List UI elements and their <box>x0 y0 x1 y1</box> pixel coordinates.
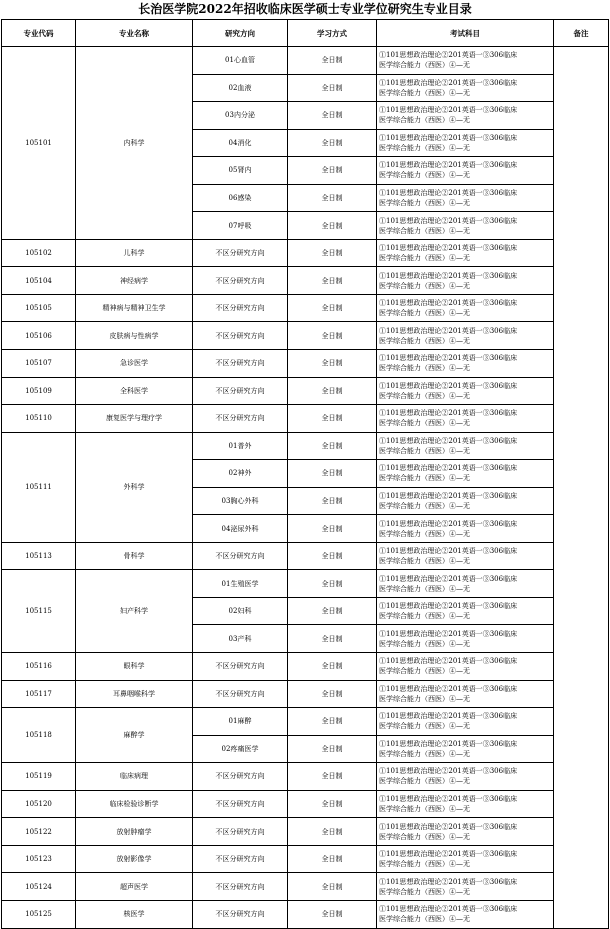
table-row <box>2 845 609 873</box>
major-name: 全科医学 <box>76 377 193 405</box>
table-row <box>2 818 609 846</box>
exam-line-2: 医学综合能力（西医）④—无 <box>379 336 470 345</box>
exam-line-2: 医学综合能力（西医）④—无 <box>379 281 470 290</box>
major-name: 急诊医学 <box>76 350 193 378</box>
exam-line-1: ①101思想政治理论②201英语一③306临床 <box>379 216 518 225</box>
exam-line-2: 医学综合能力（西医）④—无 <box>379 446 470 455</box>
exam-line-2: 医学综合能力（西医）④—无 <box>379 529 470 538</box>
exam-line-1: ①101思想政治理论②201英语一③306临床 <box>379 299 518 308</box>
research-direction: 不区分研究方向 <box>193 790 288 818</box>
research-direction: 01生殖医学 <box>193 570 288 598</box>
exam-line-1: ①101思想政治理论②201英语一③306临床 <box>379 822 518 831</box>
header-direction: 研究方向 <box>193 20 288 47</box>
research-direction: 01麻醉 <box>193 708 288 736</box>
research-direction: 03内分泌 <box>193 102 288 130</box>
major-name: 临床病理 <box>76 763 193 791</box>
study-mode: 全日制 <box>288 845 377 873</box>
study-mode: 全日制 <box>288 570 377 598</box>
study-mode: 全日制 <box>288 625 377 653</box>
exam-subjects <box>377 47 554 75</box>
exam-subjects <box>377 74 554 102</box>
study-mode: 全日制 <box>288 487 377 515</box>
research-direction: 不区分研究方向 <box>193 239 288 267</box>
exam-subjects <box>377 790 554 818</box>
exam-line-1: ①101思想政治理论②201英语一③306临床 <box>379 657 518 666</box>
exam-subjects <box>377 818 554 846</box>
research-direction: 03胸心外科 <box>193 487 288 515</box>
exam-line-1: ①101思想政治理论②201英语一③306临床 <box>379 464 518 473</box>
table-row <box>2 900 609 928</box>
page-title: 长治医学院2022年招收临床医学硕士专业学位研究生专业目录 <box>138 2 472 16</box>
exam-line-1: ①101思想政治理论②201英语一③306临床 <box>379 547 518 556</box>
major-name: 儿科学 <box>76 239 193 267</box>
study-mode: 全日制 <box>288 184 377 212</box>
major-name: 康复医学与理疗学 <box>76 405 193 433</box>
exam-line-2: 医学综合能力（西医）④—无 <box>379 419 470 428</box>
study-mode: 全日制 <box>288 597 377 625</box>
exam-line-1: ①101思想政治理论②201英语一③306临床 <box>379 106 518 115</box>
exam-line-1: ①101思想政治理论②201英语一③306临床 <box>379 133 518 142</box>
study-mode: 全日制 <box>288 653 377 681</box>
table-row <box>2 570 609 598</box>
exam-subjects <box>377 515 554 543</box>
major-name: 内科学 <box>76 47 193 240</box>
major-name: 临床检验诊断学 <box>76 790 193 818</box>
major-name: 骨科学 <box>76 542 193 570</box>
exam-line-1: ①101思想政治理论②201英语一③306临床 <box>379 78 518 87</box>
major-code: 105105 <box>2 294 76 322</box>
exam-line-1: ①101思想政治理论②201英语一③306临床 <box>379 51 518 60</box>
exam-subjects <box>377 735 554 763</box>
study-mode: 全日制 <box>288 212 377 240</box>
study-mode: 全日制 <box>288 790 377 818</box>
exam-line-2: 医学综合能力（西医）④—无 <box>379 694 470 703</box>
exam-line-2: 医学综合能力（西医）④—无 <box>379 749 470 758</box>
exam-line-2: 医学综合能力（西医）④—无 <box>379 309 470 318</box>
research-direction: 03产科 <box>193 625 288 653</box>
exam-subjects <box>377 708 554 736</box>
exam-line-1: ①101思想政治理论②201英语一③306临床 <box>379 629 518 638</box>
research-direction: 不区分研究方向 <box>193 845 288 873</box>
exam-subjects <box>377 487 554 515</box>
header-note: 备注 <box>554 20 609 47</box>
major-code: 105106 <box>2 322 76 350</box>
major-code: 105118 <box>2 708 76 763</box>
exam-line-1: ①101思想政治理论②201英语一③306临床 <box>379 739 518 748</box>
exam-subjects <box>377 350 554 378</box>
table-row <box>2 763 609 791</box>
exam-line-2: 医学综合能力（西医）④—无 <box>379 805 470 814</box>
study-mode: 全日制 <box>288 47 377 75</box>
research-direction: 不区分研究方向 <box>193 294 288 322</box>
research-direction: 06感染 <box>193 184 288 212</box>
major-name: 超声医学 <box>76 873 193 901</box>
exam-line-2: 医学综合能力（西医）④—无 <box>379 199 470 207</box>
major-name: 外科学 <box>76 432 193 542</box>
exam-line-1: ①101思想政治理论②201英语一③306临床 <box>379 492 518 501</box>
research-direction: 不区分研究方向 <box>193 322 288 350</box>
exam-subjects <box>377 597 554 625</box>
exam-subjects <box>377 570 554 598</box>
study-mode: 全日制 <box>288 680 377 708</box>
exam-line-2: 医学综合能力（西医）④—无 <box>379 584 470 593</box>
research-direction: 02妇科 <box>193 597 288 625</box>
table-body <box>2 47 609 929</box>
exam-subjects <box>377 460 554 488</box>
study-mode: 全日制 <box>288 735 377 763</box>
exam-subjects <box>377 405 554 433</box>
research-direction: 不区分研究方向 <box>193 405 288 433</box>
major-name: 耳鼻咽喉科学 <box>76 680 193 708</box>
table-row <box>2 542 609 570</box>
note-cell <box>554 47 609 929</box>
exam-line-2: 医学综合能力（西医）④—无 <box>379 832 470 841</box>
exam-line-2: 医学综合能力（西医）④—无 <box>379 667 470 676</box>
exam-line-1: ①101思想政治理论②201英语一③306临床 <box>379 354 518 363</box>
exam-line-2: 医学综合能力（西医）④—无 <box>379 474 470 483</box>
exam-line-2: 医学综合能力（西医）④—无 <box>379 364 470 373</box>
study-mode: 全日制 <box>288 900 377 928</box>
exam-subjects <box>377 542 554 570</box>
research-direction: 01心血管 <box>193 47 288 75</box>
major-name: 神经病学 <box>76 267 193 295</box>
research-direction: 07呼吸 <box>193 212 288 240</box>
exam-line-1: ①101思想政治理论②201英语一③306临床 <box>379 712 518 721</box>
study-mode: 全日制 <box>288 377 377 405</box>
research-direction: 不区分研究方向 <box>193 267 288 295</box>
major-name: 放射影像学 <box>76 845 193 873</box>
exam-line-2: 医学综合能力（西医）④—无 <box>379 143 470 152</box>
major-code: 105120 <box>2 790 76 818</box>
major-code: 105109 <box>2 377 76 405</box>
exam-line-1: ①101思想政治理论②201英语一③306临床 <box>379 905 518 914</box>
study-mode: 全日制 <box>288 294 377 322</box>
table-row <box>2 873 609 901</box>
table-row <box>2 432 609 460</box>
study-mode: 全日制 <box>288 405 377 433</box>
table-row <box>2 267 609 295</box>
exam-subjects <box>377 212 554 240</box>
research-direction: 04消化 <box>193 129 288 157</box>
major-name: 麻醉学 <box>76 708 193 763</box>
table-row <box>2 47 609 75</box>
research-direction: 不区分研究方向 <box>193 818 288 846</box>
major-code: 105104 <box>2 267 76 295</box>
exam-line-1: ①101思想政治理论②201英语一③306临床 <box>379 161 518 170</box>
table-row <box>2 239 609 267</box>
major-code: 105115 <box>2 570 76 653</box>
exam-subjects <box>377 294 554 322</box>
exam-line-2: 医学综合能力（西医）④—无 <box>379 116 470 125</box>
research-direction: 04泌尿外科 <box>193 515 288 543</box>
research-direction: 02疼痛医学 <box>193 735 288 763</box>
exam-subjects <box>377 157 554 185</box>
exam-line-1: ①101思想政治理论②201英语一③306临床 <box>379 684 518 693</box>
exam-subjects <box>377 900 554 928</box>
exam-line-1: ①101思想政治理论②201英语一③306临床 <box>379 574 518 583</box>
research-direction: 不区分研究方向 <box>193 653 288 681</box>
exam-subjects <box>377 184 554 212</box>
exam-line-2: 医学综合能力（西医）④—无 <box>379 171 470 180</box>
study-mode: 全日制 <box>288 322 377 350</box>
exam-line-1: ①101思想政治理论②201英语一③306临床 <box>379 850 518 859</box>
table-header-row <box>2 20 609 47</box>
exam-line-2: 医学综合能力（西医）④—无 <box>379 226 470 235</box>
major-code: 105110 <box>2 405 76 433</box>
study-mode: 全日制 <box>288 432 377 460</box>
exam-line-2: 医学综合能力（西医）④—无 <box>379 777 470 786</box>
research-direction: 01普外 <box>193 432 288 460</box>
exam-line-1: ①101思想政治理论②201英语一③306临床 <box>379 271 518 280</box>
table-row <box>2 708 609 736</box>
header-name: 专业名称 <box>76 20 193 47</box>
study-mode: 全日制 <box>288 74 377 102</box>
research-direction: 02血液 <box>193 74 288 102</box>
study-mode: 全日制 <box>288 873 377 901</box>
research-direction: 不区分研究方向 <box>193 542 288 570</box>
major-code: 105113 <box>2 542 76 570</box>
table-row <box>2 680 609 708</box>
table-row <box>2 294 609 322</box>
exam-line-1: ①101思想政治理论②201英语一③306临床 <box>379 409 518 418</box>
major-code: 105119 <box>2 763 76 791</box>
exam-line-1: ①101思想政治理论②201英语一③306临床 <box>379 519 518 528</box>
exam-subjects <box>377 239 554 267</box>
exam-subjects <box>377 432 554 460</box>
research-direction: 不区分研究方向 <box>193 377 288 405</box>
research-direction: 不区分研究方向 <box>193 680 288 708</box>
program-catalog-table <box>1 19 609 929</box>
major-name: 眼科学 <box>76 653 193 681</box>
exam-line-2: 医学综合能力（西医）④—无 <box>379 254 470 263</box>
header-exam: 考试科目 <box>377 20 554 47</box>
study-mode: 全日制 <box>288 239 377 267</box>
exam-line-2: 医学综合能力（西医）④—无 <box>379 612 470 621</box>
research-direction: 不区分研究方向 <box>193 873 288 901</box>
major-code: 105102 <box>2 239 76 267</box>
exam-line-2: 医学综合能力（西医）④—无 <box>379 860 470 869</box>
exam-line-1: ①101思想政治理论②201英语一③306临床 <box>379 436 518 445</box>
exam-subjects <box>377 763 554 791</box>
study-mode: 全日制 <box>288 129 377 157</box>
major-code: 105101 <box>2 47 76 240</box>
table-row <box>2 350 609 378</box>
exam-line-1: ①101思想政治理论②201英语一③306临床 <box>379 244 518 253</box>
research-direction: 不区分研究方向 <box>193 900 288 928</box>
table-row <box>2 322 609 350</box>
exam-subjects <box>377 267 554 295</box>
exam-line-2: 医学综合能力（西医）④—无 <box>379 915 470 924</box>
exam-line-2: 医学综合能力（西医）④—无 <box>379 722 470 731</box>
exam-subjects <box>377 625 554 653</box>
study-mode: 全日制 <box>288 515 377 543</box>
exam-subjects <box>377 377 554 405</box>
major-code: 105122 <box>2 818 76 846</box>
exam-line-1: ①101思想政治理论②201英语一③306临床 <box>379 381 518 390</box>
exam-line-1: ①101思想政治理论②201英语一③306临床 <box>379 326 518 335</box>
research-direction: 05肾内 <box>193 157 288 185</box>
major-code: 105123 <box>2 845 76 873</box>
table-row <box>2 790 609 818</box>
table-row <box>2 405 609 433</box>
exam-subjects <box>377 845 554 873</box>
major-code: 105116 <box>2 653 76 681</box>
major-name: 放射肿瘤学 <box>76 818 193 846</box>
exam-line-1: ①101思想政治理论②201英语一③306临床 <box>379 877 518 886</box>
exam-line-1: ①101思想政治理论②201英语一③306临床 <box>379 795 518 804</box>
major-code: 105117 <box>2 680 76 708</box>
major-name: 核医学 <box>76 900 193 928</box>
study-mode: 全日制 <box>288 818 377 846</box>
study-mode: 全日制 <box>288 460 377 488</box>
table-row <box>2 653 609 681</box>
exam-line-2: 医学综合能力（西医）④—无 <box>379 887 470 896</box>
major-code: 105111 <box>2 432 76 542</box>
major-name: 精神病与精神卫生学 <box>76 294 193 322</box>
study-mode: 全日制 <box>288 542 377 570</box>
exam-subjects <box>377 129 554 157</box>
exam-line-1: ①101思想政治理论②201英语一③306临床 <box>379 767 518 776</box>
study-mode: 全日制 <box>288 708 377 736</box>
exam-subjects <box>377 873 554 901</box>
study-mode: 全日制 <box>288 102 377 130</box>
exam-line-2: 医学综合能力（西医）④—无 <box>379 502 470 511</box>
exam-subjects <box>377 653 554 681</box>
exam-line-1: ①101思想政治理论②201英语一③306临床 <box>379 189 518 197</box>
major-code: 105124 <box>2 873 76 901</box>
exam-line-2: 医学综合能力（西医）④—无 <box>379 639 470 648</box>
research-direction: 不区分研究方向 <box>193 350 288 378</box>
exam-line-2: 医学综合能力（西医）④—无 <box>379 557 470 566</box>
study-mode: 全日制 <box>288 157 377 185</box>
research-direction: 02神外 <box>193 460 288 488</box>
major-name: 妇产科学 <box>76 570 193 653</box>
exam-subjects <box>377 322 554 350</box>
header-mode: 学习方式 <box>288 20 377 47</box>
exam-line-2: 医学综合能力（西医）④—无 <box>379 88 470 97</box>
major-name: 皮肤病与性病学 <box>76 322 193 350</box>
major-code: 105125 <box>2 900 76 928</box>
study-mode: 全日制 <box>288 763 377 791</box>
header-code: 专业代码 <box>2 20 76 47</box>
table-row <box>2 377 609 405</box>
exam-line-1: ①101思想政治理论②201英语一③306临床 <box>379 602 518 611</box>
study-mode: 全日制 <box>288 267 377 295</box>
study-mode: 全日制 <box>288 350 377 378</box>
exam-subjects <box>377 680 554 708</box>
exam-line-2: 医学综合能力（西医）④—无 <box>379 391 470 400</box>
major-code: 105107 <box>2 350 76 378</box>
research-direction: 不区分研究方向 <box>193 763 288 791</box>
exam-subjects <box>377 102 554 130</box>
exam-line-2: 医学综合能力（西医）④—无 <box>379 61 470 70</box>
